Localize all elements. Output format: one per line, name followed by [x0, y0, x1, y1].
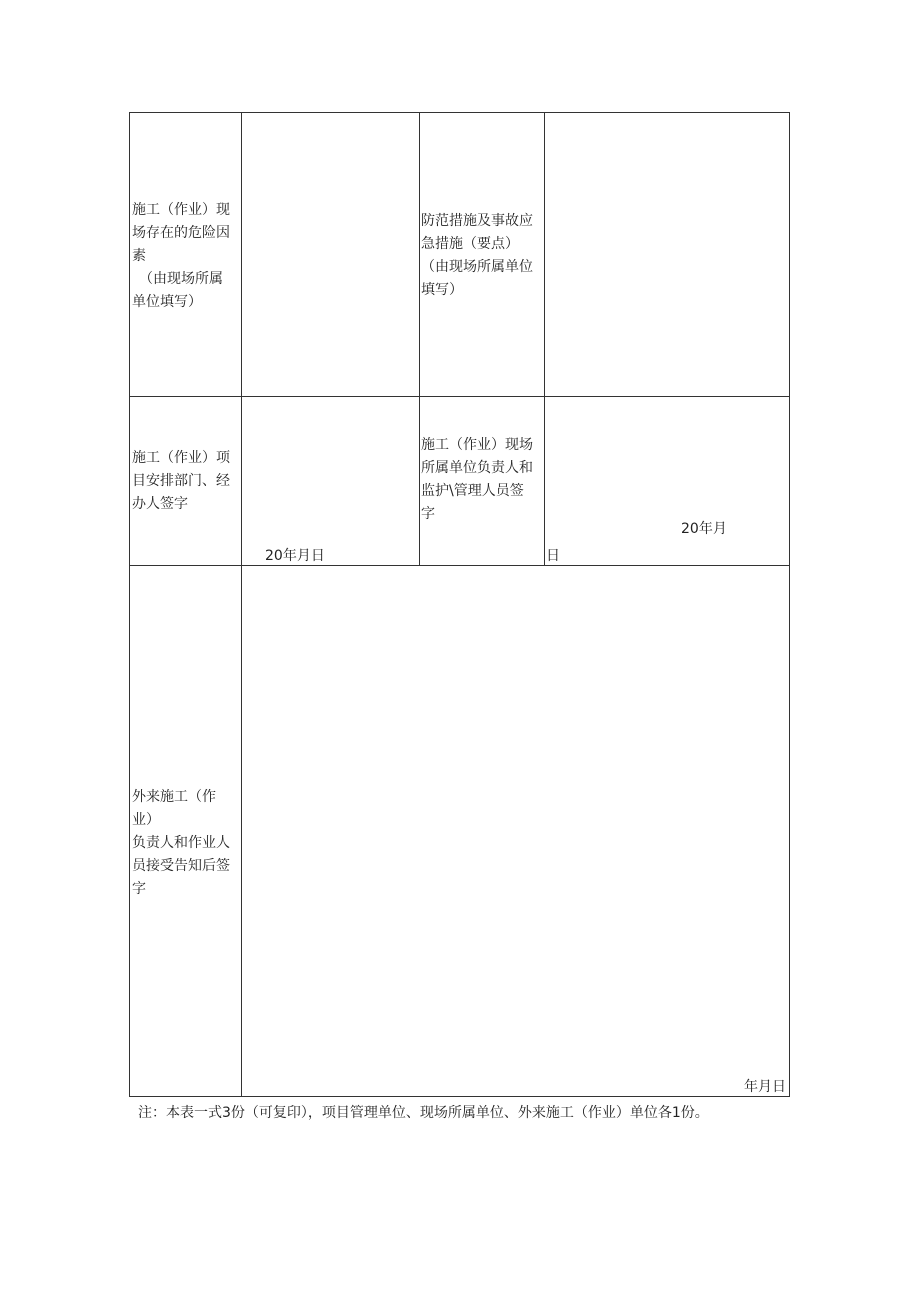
site-owner-signature-cell[interactable] — [545, 397, 789, 565]
outsider-acknowledgement-label: 外来施工（作业） 负责人和作业人 员接受告知后签 字 — [132, 789, 230, 897]
site-owner-date-day: 日 — [546, 548, 560, 564]
form-footnote: 注：本表一式3份（可复印），项目管理单位、现场所属单位、外来施工（作业）单位各1份。 — [138, 1105, 709, 1121]
arranging-dept-signature-cell[interactable] — [242, 397, 419, 565]
notification-form-table — [129, 112, 790, 1097]
outsider-acknowledgement-signature-cell[interactable] — [242, 566, 789, 1096]
site-owner-date-year-month: 20年月 — [681, 521, 727, 537]
prevention-measures-label: 防范措施及事故应 急措施（要点） （由现场所属单位 填写） — [421, 213, 533, 298]
arranging-dept-signature-label: 施工（作业）项 目安排部门、经 办人签字 — [132, 450, 230, 512]
site-owner-signature-label: 施工（作业）现场 所属单位负责人和 监护\管理人员签 字 — [421, 437, 533, 522]
column-divider-2 — [419, 113, 420, 565]
outsider-acknowledgement-date: 年月日 — [744, 1079, 786, 1095]
hazard-factors-label: 施工（作业）现 场存在的危险因 素 （由现场所属 单位填写） — [132, 202, 230, 310]
prevention-measures-input-cell[interactable] — [545, 113, 789, 396]
arranging-dept-date: 20年月日 — [265, 548, 325, 564]
hazard-factors-input-cell[interactable] — [242, 113, 419, 396]
